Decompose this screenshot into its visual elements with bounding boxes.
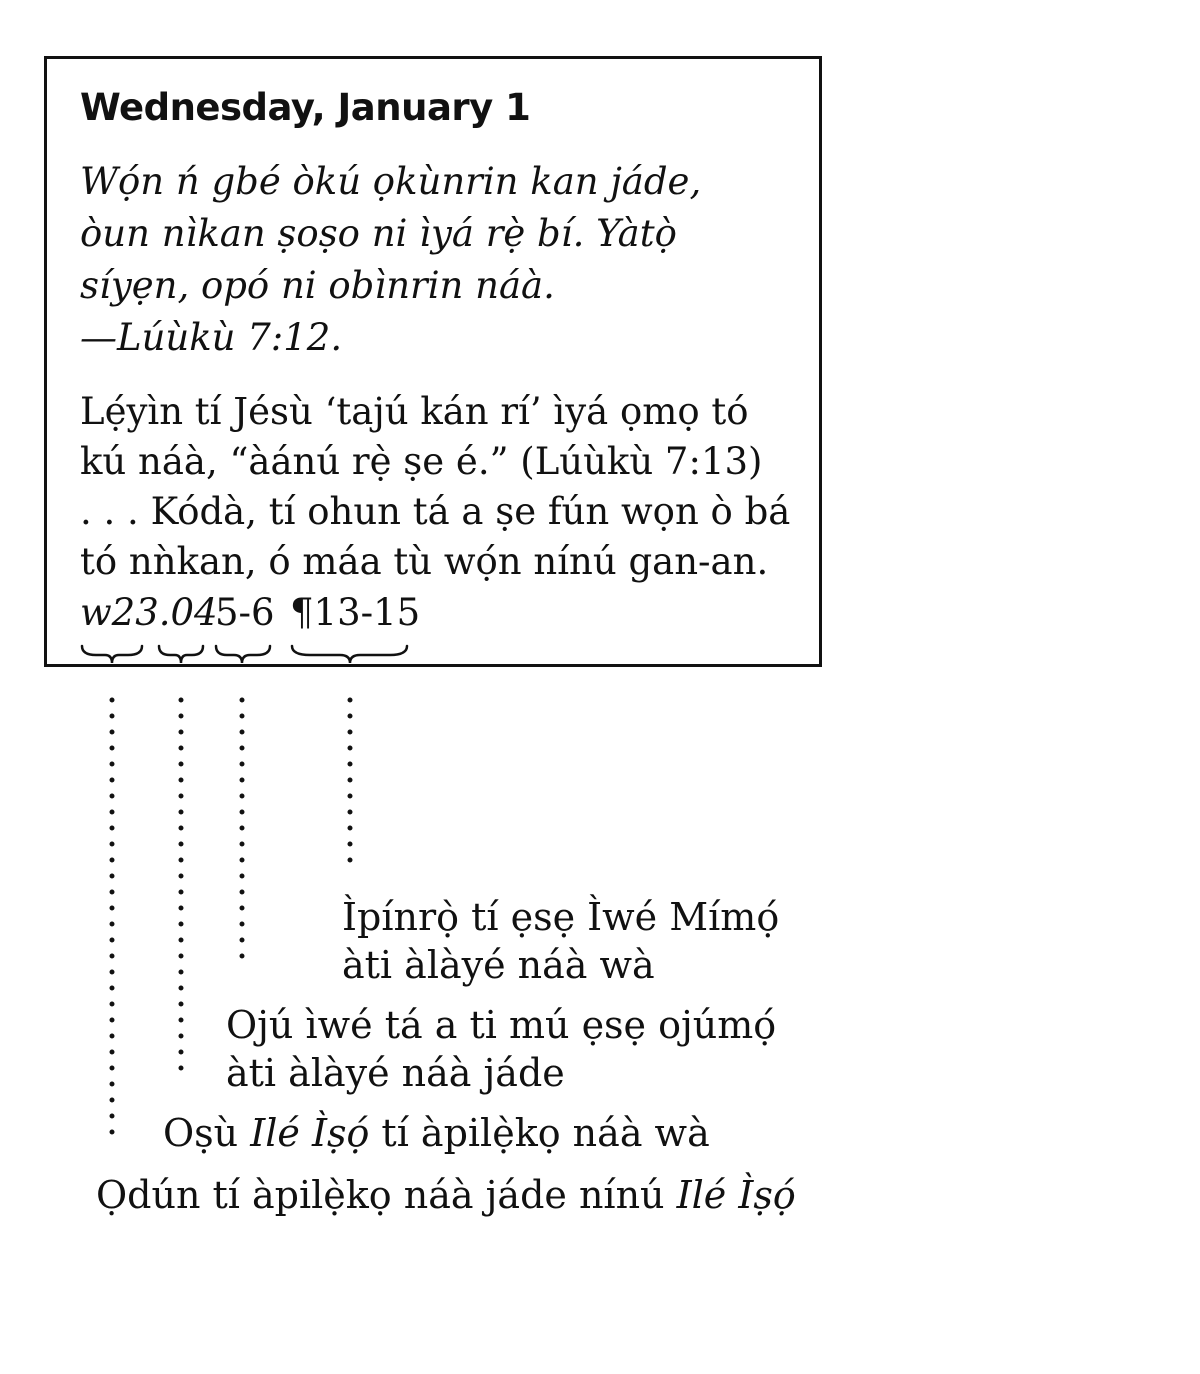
comment-line: tó nǹkan, ó máa tù wọ́n nínú gan-an. — [80, 540, 769, 583]
brace-paragraphs — [292, 646, 407, 663]
daily-text-date: Wednesday, January 1 — [80, 86, 531, 129]
scripture-line: Wọ́n ń gbé òkú ọkùnrin kan jáde, — [80, 160, 702, 203]
comment-line: kú náà, “àánú rẹ̀ ṣe é.” (Lúùkù 7:13) — [80, 440, 763, 483]
reference-publication: w23.04 — [80, 591, 218, 634]
comment-line: . . . Kódà, tí ohun tá a ṣe fún wọn ò bá — [80, 490, 791, 533]
label-year — [96, 1173, 796, 1217]
scripture-line: òun nìkan ṣoṣo ni ìyá rẹ̀ bí. Yàtọ̀ — [80, 212, 677, 255]
label-issue-title: Ilé Ìṣọ́ — [250, 1111, 370, 1155]
label-paragraphs: Ìpínrọ̀ tí ẹsẹ Ìwé Mímọ́ — [342, 895, 780, 939]
label-issue-prefix: Oṣù — [163, 1111, 251, 1155]
brace-issue — [159, 646, 203, 663]
brace-publication — [82, 646, 142, 663]
label-issue-suffix: tí àpilẹ̀kọ náà wà — [369, 1111, 710, 1155]
label-year-prefix: Ọdún tí àpilẹ̀kọ náà jáde nínú — [96, 1173, 677, 1217]
label-year-title: Ilé Ìṣọ́ — [676, 1173, 796, 1217]
label-pages: Ojú ìwé tá a ti mú ẹsẹ ojúmọ́ — [226, 1003, 777, 1047]
label-pages: àti àlàyé náà jáde — [226, 1051, 565, 1095]
comment-line: Lẹ́yìn tí Jésù ‘tajú kán rí’ ìyá ọmọ tó — [80, 390, 749, 433]
brace-pages — [216, 646, 270, 663]
scripture-line: síyẹn, opó ni obìnrin náà. — [80, 264, 555, 307]
reference-paragraphs: ¶13-15 — [290, 591, 421, 634]
label-paragraphs: àti àlàyé náà wà — [342, 943, 655, 987]
reference-pages: 5-6 — [215, 591, 275, 634]
scripture-citation: —Lúùkù 7:12. — [80, 316, 343, 359]
label-issue — [163, 1111, 710, 1155]
